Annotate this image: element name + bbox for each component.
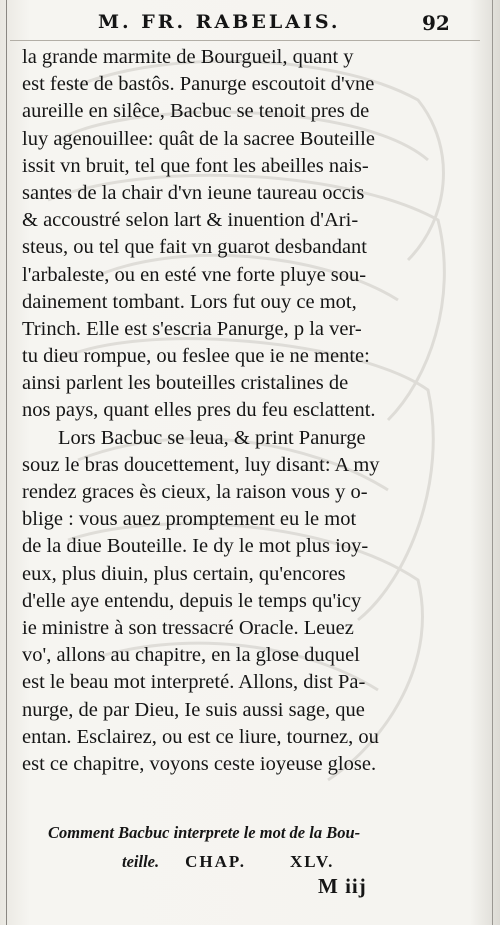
text-line: ainsi parlent les bouteilles cristalines de (22, 372, 349, 395)
text-line: de la diue Bouteille. Ie dy le mot plus ioy- (22, 535, 369, 558)
page-fore-edge (492, 0, 493, 925)
text-line: est le beau mot interpreté. Allons, dist Pa- (22, 671, 366, 694)
text-line: steus, ou tel que fait vn guarot desbandant (22, 236, 367, 259)
text-line: dainement tombant. Lors fut ouy ce mot, (22, 290, 357, 313)
text-line: nurge, de par Dieu, Ie suis aussi sage, que (22, 698, 365, 721)
chapter-heading (48, 818, 448, 876)
chapter-heading-continuation: teille. (122, 852, 160, 871)
text-line: la grande marmite de Bourgueil, quant y (22, 46, 354, 68)
text-line: santes de la chair d'vn ieune taureau occis (22, 181, 365, 204)
text-line: eux, plus diuin, plus certain, qu'encores (22, 562, 346, 585)
head-rule (10, 40, 480, 41)
text-line: aureille en silêce, Bacbuc se tenoit pres de (22, 100, 370, 123)
chapter-heading-line2 (48, 847, 448, 876)
text-line: d'elle aye entendu, depuis le temps qu'icy (22, 589, 362, 612)
text-line: ie ministre à son tressacré Oracle. Leuez (22, 616, 354, 639)
text-line: souz le bras doucettement, luy disant: A my (22, 453, 380, 476)
chapter-number: XLV. (289, 852, 335, 871)
text-line: issit vn bruit, tel que font les abeilles nais- (22, 154, 369, 177)
text-line: rendez graces ès cieux, la raison vous y o- (22, 481, 368, 503)
chapter-heading-line1: Comment Bacbuc interprete le mot de la Bou- (48, 823, 361, 842)
text-line: est feste de bastôs. Panurge escoutoit d'vne (22, 73, 375, 96)
signature-mark: M iij (318, 874, 367, 898)
text-line: Trinch. Elle est s'escria Panurge, p la ver- (22, 317, 362, 340)
running-head (0, 0, 500, 40)
text-line: nos pays, quant elles pres du feu esclattent. (22, 399, 376, 422)
text-line: est ce chapitre, voyons ceste ioyeuse glose. (22, 752, 377, 775)
chapter-label: CHAP. (185, 852, 246, 871)
text-line: Lors Bacbuc se leua, & print Panurge (58, 426, 366, 449)
text-line: & accoustré selon lart & inuention d'Ari- (22, 209, 359, 232)
page-number: 92 (422, 11, 450, 35)
text-line: entan. Esclairez, ou est ce liure, tournez, ou (22, 725, 379, 748)
running-head-title: M. FR. RABELAIS. (98, 11, 341, 33)
text-line: tu dieu rompue, ou feslee que ie ne mente: (22, 345, 370, 368)
text-line: blige : vous auez promptement eu le mot (22, 508, 357, 531)
text-line: l'arbaleste, ou en esté vne forte pluye sou- (22, 263, 367, 286)
text-line: luy agenouillee: quât de la sacree Bouteille (22, 127, 375, 150)
text-line: vo', allons au chapitre, en la glose duquel (22, 644, 360, 667)
body-text (22, 44, 462, 778)
page-gutter-edge (6, 0, 7, 925)
